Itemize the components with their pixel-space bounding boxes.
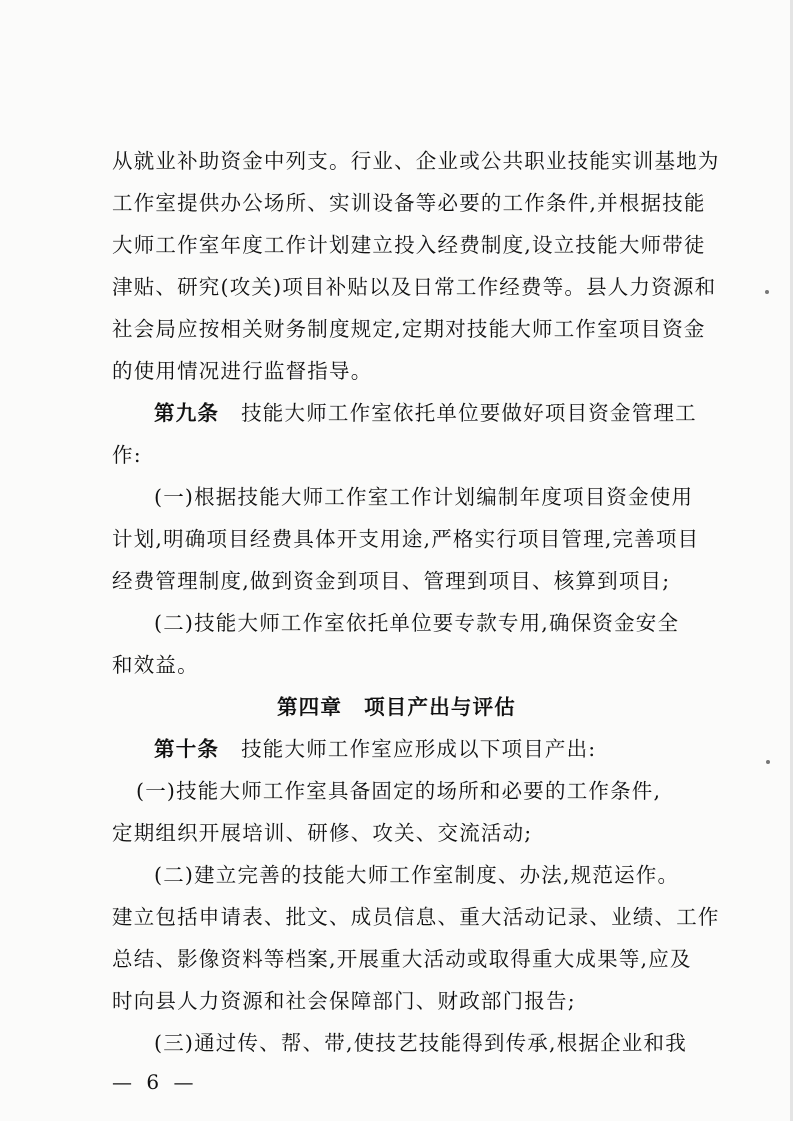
chapter-number: 第四章 [276,695,343,719]
list-item: (一)技能大师工作室具备固定的场所和必要的工作条件, [136,779,662,803]
body-line: 津贴、研究(攻关)项目补贴以及日常工作经费等。县人力资源和 [112,275,717,299]
body-line: 的使用情况进行监督指导。 [112,359,373,383]
article-10 [154,732,746,762]
article-9 [154,396,746,426]
list-item: (二)建立完善的技能大师工作室制度、办法,规范运作。 [154,863,680,887]
body-line: 和效益。 [112,653,199,677]
article-10-label: 第十条 [154,737,220,761]
chapter-title: 项目产出与评估 [364,695,516,719]
page-number: — 6 — [112,1070,198,1094]
list-item: (二)技能大师工作室依托单位要专款专用,确保资金安全 [154,611,680,635]
body-line: 经费管理制度,做到资金到项目、管理到项目、核算到项目; [112,569,671,593]
body-line: 工作室提供办公场所、实训设备等必要的工作条件,并根据技能 [112,191,706,215]
list-item: (一)根据技能大师工作室工作计划编制年度项目资金使用 [154,485,694,509]
body-line: 时向县人力资源和社会保障部门、财政部门报告; [112,989,576,1013]
article-9-text: 技能大师工作室依托单位要做好项目资金管理工 [241,401,697,425]
chapter-heading [0,690,793,720]
body-line: 建立包括申请表、批文、成员信息、重大活动记录、业绩、工作 [112,905,720,929]
list-item: (三)通过传、帮、带,使技艺技能得到传承,根据企业和我 [154,1031,687,1055]
body-line: 社会局应按相关财务制度规定,定期对技能大师工作室项目资金 [112,317,706,341]
scan-dot [765,290,769,294]
body-line: 作: [112,443,142,467]
body-line: 从就业补助资金中列支。行业、企业或公共职业技能实训基地为 [112,149,720,173]
body-line: 总结、影像资料等档案,开展重大活动或取得重大成果等,应及 [112,947,692,971]
article-10-text: 技能大师工作室应形成以下项目产出: [241,737,597,761]
body-line: 计划,明确项目经费具体开支用途,严格实行项目管理,完善项目 [112,527,700,551]
article-9-label: 第九条 [154,401,220,425]
scan-dot [766,760,770,764]
body-line: 定期组织开展培训、研修、攻关、交流活动; [112,821,533,845]
body-line: 大师工作室年度工作计划建立投入经费制度,设立技能大师带徒 [112,233,706,257]
